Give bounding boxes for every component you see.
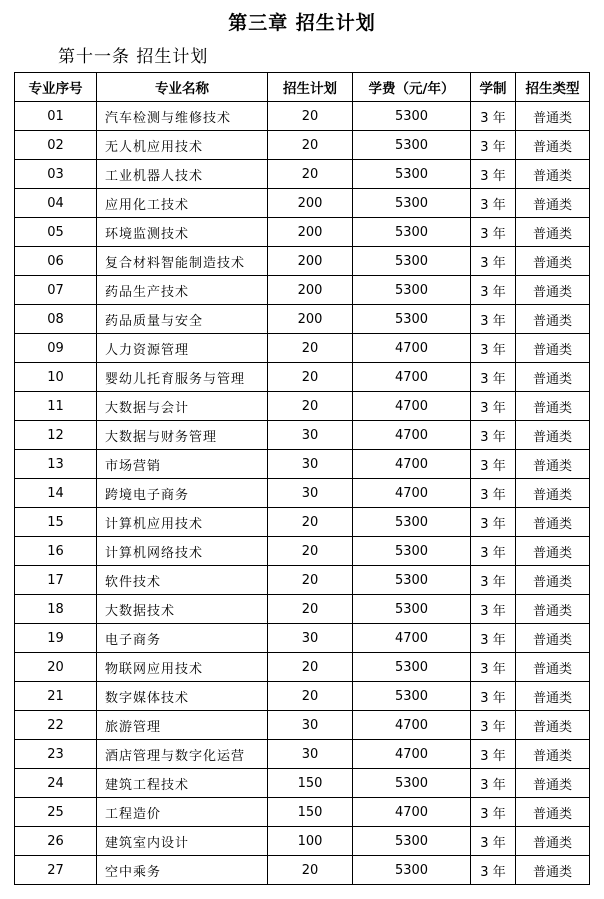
tuition-cell: 5300 <box>353 247 471 276</box>
enrollment-plan-cell: 30 <box>268 624 353 653</box>
enrollment-plan-cell: 100 <box>268 827 353 856</box>
enrollment-plan-cell: 200 <box>268 247 353 276</box>
enrollment-type-cell: 普通类 <box>516 740 590 769</box>
major-name-cell: 数字媒体技术 <box>97 682 268 711</box>
major-name-cell: 计算机网络技术 <box>97 537 268 566</box>
table-row <box>15 363 590 392</box>
tuition-cell: 4700 <box>353 624 471 653</box>
major-number-cell: 20 <box>15 653 97 682</box>
enrollment-type-cell: 普通类 <box>516 508 590 537</box>
major-name-cell: 大数据与会计 <box>97 392 268 421</box>
header-tuition: 学费（元/年） <box>353 73 471 102</box>
enrollment-type-cell: 普通类 <box>516 798 590 827</box>
table-row <box>15 769 590 798</box>
major-name-cell: 空中乘务 <box>97 856 268 885</box>
tuition-cell: 5300 <box>353 769 471 798</box>
table-row <box>15 334 590 363</box>
enrollment-plan-cell: 200 <box>268 276 353 305</box>
tuition-cell: 5300 <box>353 566 471 595</box>
major-name-cell: 人力资源管理 <box>97 334 268 363</box>
major-name-cell: 婴幼儿托育服务与管理 <box>97 363 268 392</box>
enrollment-type-cell: 普通类 <box>516 595 590 624</box>
enrollment-type-cell: 普通类 <box>516 624 590 653</box>
tuition-cell: 4700 <box>353 334 471 363</box>
major-number-cell: 14 <box>15 479 97 508</box>
table-row <box>15 740 590 769</box>
duration-cell: 3 年 <box>471 189 516 218</box>
duration-cell: 3 年 <box>471 131 516 160</box>
major-number-cell: 07 <box>15 276 97 305</box>
major-name-cell: 环境监测技术 <box>97 218 268 247</box>
major-name-cell: 复合材料智能制造技术 <box>97 247 268 276</box>
table-row <box>15 537 590 566</box>
enrollment-plan-cell: 20 <box>268 392 353 421</box>
major-number-cell: 19 <box>15 624 97 653</box>
table-row <box>15 479 590 508</box>
enrollment-type-cell: 普通类 <box>516 305 590 334</box>
duration-cell: 3 年 <box>471 479 516 508</box>
major-number-cell: 11 <box>15 392 97 421</box>
duration-cell: 3 年 <box>471 798 516 827</box>
enrollment-plan-cell: 20 <box>268 653 353 682</box>
major-name-cell: 大数据与财务管理 <box>97 421 268 450</box>
header-duration: 学制 <box>471 73 516 102</box>
duration-cell: 3 年 <box>471 450 516 479</box>
major-name-cell: 酒店管理与数字化运营 <box>97 740 268 769</box>
table-row <box>15 450 590 479</box>
tuition-cell: 4700 <box>353 363 471 392</box>
major-number-cell: 17 <box>15 566 97 595</box>
table-body <box>15 102 590 885</box>
enrollment-type-cell: 普通类 <box>516 102 590 131</box>
tuition-cell: 5300 <box>353 189 471 218</box>
table-row <box>15 392 590 421</box>
table-row <box>15 508 590 537</box>
major-number-cell: 09 <box>15 334 97 363</box>
enrollment-type-cell: 普通类 <box>516 421 590 450</box>
enrollment-type-cell: 普通类 <box>516 189 590 218</box>
major-number-cell: 02 <box>15 131 97 160</box>
duration-cell: 3 年 <box>471 102 516 131</box>
table-row <box>15 827 590 856</box>
major-name-cell: 跨境电子商务 <box>97 479 268 508</box>
tuition-cell: 5300 <box>353 218 471 247</box>
major-number-cell: 16 <box>15 537 97 566</box>
enrollment-plan-cell: 20 <box>268 682 353 711</box>
tuition-cell: 4700 <box>353 392 471 421</box>
duration-cell: 3 年 <box>471 218 516 247</box>
enrollment-type-cell: 普通类 <box>516 653 590 682</box>
major-name-cell: 汽车检测与维修技术 <box>97 102 268 131</box>
chapter-title: 第三章 招生计划 <box>228 12 376 34</box>
table-row <box>15 624 590 653</box>
tuition-cell: 4700 <box>353 740 471 769</box>
tuition-cell: 4700 <box>353 798 471 827</box>
tuition-cell: 5300 <box>353 305 471 334</box>
enrollment-plan-cell: 20 <box>268 160 353 189</box>
major-number-cell: 26 <box>15 827 97 856</box>
enrollment-plan-cell: 30 <box>268 421 353 450</box>
tuition-cell: 5300 <box>353 827 471 856</box>
major-number-cell: 15 <box>15 508 97 537</box>
enrollment-type-cell: 普通类 <box>516 131 590 160</box>
enrollment-type-cell: 普通类 <box>516 537 590 566</box>
enrollment-plan-cell: 20 <box>268 102 353 131</box>
enrollment-plan-table <box>14 72 590 885</box>
duration-cell: 3 年 <box>471 247 516 276</box>
duration-cell: 3 年 <box>471 421 516 450</box>
enrollment-type-cell: 普通类 <box>516 334 590 363</box>
enrollment-plan-cell: 30 <box>268 711 353 740</box>
table-row <box>15 218 590 247</box>
enrollment-type-cell: 普通类 <box>516 247 590 276</box>
article-title: 第十一条 招生计划 <box>58 47 209 67</box>
table-row <box>15 305 590 334</box>
tuition-cell: 5300 <box>353 682 471 711</box>
header-enrollment-type: 招生类型 <box>516 73 590 102</box>
table-row <box>15 421 590 450</box>
enrollment-type-cell: 普通类 <box>516 160 590 189</box>
header-major-number: 专业序号 <box>15 73 97 102</box>
table-row <box>15 595 590 624</box>
enrollment-type-cell: 普通类 <box>516 392 590 421</box>
duration-cell: 3 年 <box>471 276 516 305</box>
tuition-cell: 5300 <box>353 537 471 566</box>
tuition-cell: 5300 <box>353 595 471 624</box>
major-number-cell: 24 <box>15 769 97 798</box>
enrollment-plan-cell: 20 <box>268 537 353 566</box>
duration-cell: 3 年 <box>471 769 516 798</box>
major-name-cell: 电子商务 <box>97 624 268 653</box>
table-row <box>15 711 590 740</box>
major-number-cell: 21 <box>15 682 97 711</box>
table-row <box>15 276 590 305</box>
duration-cell: 3 年 <box>471 508 516 537</box>
enrollment-type-cell: 普通类 <box>516 711 590 740</box>
major-number-cell: 25 <box>15 798 97 827</box>
enrollment-plan-cell: 20 <box>268 131 353 160</box>
major-number-cell: 01 <box>15 102 97 131</box>
major-name-cell: 建筑工程技术 <box>97 769 268 798</box>
major-name-cell: 建筑室内设计 <box>97 827 268 856</box>
enrollment-plan-cell: 20 <box>268 363 353 392</box>
enrollment-type-cell: 普通类 <box>516 769 590 798</box>
duration-cell: 3 年 <box>471 363 516 392</box>
major-number-cell: 13 <box>15 450 97 479</box>
table-row <box>15 566 590 595</box>
tuition-cell: 5300 <box>353 276 471 305</box>
tuition-cell: 4700 <box>353 711 471 740</box>
duration-cell: 3 年 <box>471 392 516 421</box>
major-number-cell: 12 <box>15 421 97 450</box>
major-name-cell: 药品质量与安全 <box>97 305 268 334</box>
table-row <box>15 131 590 160</box>
enrollment-plan-cell: 200 <box>268 305 353 334</box>
table-row <box>15 798 590 827</box>
major-number-cell: 03 <box>15 160 97 189</box>
duration-cell: 3 年 <box>471 856 516 885</box>
enrollment-plan-cell: 20 <box>268 566 353 595</box>
major-name-cell: 物联网应用技术 <box>97 653 268 682</box>
enrollment-type-cell: 普通类 <box>516 566 590 595</box>
tuition-cell: 5300 <box>353 131 471 160</box>
enrollment-plan-cell: 20 <box>268 334 353 363</box>
duration-cell: 3 年 <box>471 711 516 740</box>
tuition-cell: 4700 <box>353 421 471 450</box>
major-number-cell: 08 <box>15 305 97 334</box>
major-name-cell: 药品生产技术 <box>97 276 268 305</box>
table-row <box>15 247 590 276</box>
enrollment-plan-cell: 20 <box>268 508 353 537</box>
duration-cell: 3 年 <box>471 566 516 595</box>
tuition-cell: 5300 <box>353 102 471 131</box>
duration-cell: 3 年 <box>471 624 516 653</box>
major-number-cell: 23 <box>15 740 97 769</box>
enrollment-plan-cell: 30 <box>268 450 353 479</box>
enrollment-type-cell: 普通类 <box>516 682 590 711</box>
major-name-cell: 计算机应用技术 <box>97 508 268 537</box>
table-row <box>15 189 590 218</box>
major-number-cell: 04 <box>15 189 97 218</box>
duration-cell: 3 年 <box>471 827 516 856</box>
enrollment-plan-cell: 200 <box>268 189 353 218</box>
enrollment-type-cell: 普通类 <box>516 479 590 508</box>
enrollment-type-cell: 普通类 <box>516 856 590 885</box>
header-major-name: 专业名称 <box>97 73 268 102</box>
enrollment-plan-cell: 150 <box>268 798 353 827</box>
major-name-cell: 工业机器人技术 <box>97 160 268 189</box>
duration-cell: 3 年 <box>471 682 516 711</box>
major-number-cell: 05 <box>15 218 97 247</box>
table-row <box>15 682 590 711</box>
table-row <box>15 653 590 682</box>
tuition-cell: 5300 <box>353 653 471 682</box>
major-number-cell: 27 <box>15 856 97 885</box>
duration-cell: 3 年 <box>471 334 516 363</box>
tuition-cell: 5300 <box>353 508 471 537</box>
duration-cell: 3 年 <box>471 537 516 566</box>
duration-cell: 3 年 <box>471 305 516 334</box>
enrollment-type-cell: 普通类 <box>516 276 590 305</box>
enrollment-type-cell: 普通类 <box>516 827 590 856</box>
enrollment-plan-cell: 30 <box>268 740 353 769</box>
duration-cell: 3 年 <box>471 595 516 624</box>
tuition-cell: 5300 <box>353 856 471 885</box>
major-name-cell: 旅游管理 <box>97 711 268 740</box>
major-number-cell: 10 <box>15 363 97 392</box>
tuition-cell: 4700 <box>353 479 471 508</box>
enrollment-plan-cell: 20 <box>268 856 353 885</box>
table-row <box>15 160 590 189</box>
major-name-cell: 工程造价 <box>97 798 268 827</box>
enrollment-plan-cell: 20 <box>268 595 353 624</box>
enrollment-type-cell: 普通类 <box>516 450 590 479</box>
major-name-cell: 应用化工技术 <box>97 189 268 218</box>
major-name-cell: 市场营销 <box>97 450 268 479</box>
table-row <box>15 102 590 131</box>
major-name-cell: 软件技术 <box>97 566 268 595</box>
tuition-cell: 5300 <box>353 160 471 189</box>
enrollment-plan-cell: 200 <box>268 218 353 247</box>
tuition-cell: 4700 <box>353 450 471 479</box>
duration-cell: 3 年 <box>471 160 516 189</box>
enrollment-type-cell: 普通类 <box>516 363 590 392</box>
duration-cell: 3 年 <box>471 740 516 769</box>
enrollment-plan-cell: 150 <box>268 769 353 798</box>
table-row <box>15 856 590 885</box>
major-number-cell: 06 <box>15 247 97 276</box>
major-number-cell: 18 <box>15 595 97 624</box>
enrollment-plan-cell: 30 <box>268 479 353 508</box>
table-header-row <box>15 73 590 102</box>
enrollment-type-cell: 普通类 <box>516 218 590 247</box>
major-name-cell: 无人机应用技术 <box>97 131 268 160</box>
header-enrollment-plan: 招生计划 <box>268 73 353 102</box>
major-number-cell: 22 <box>15 711 97 740</box>
duration-cell: 3 年 <box>471 653 516 682</box>
major-name-cell: 大数据技术 <box>97 595 268 624</box>
